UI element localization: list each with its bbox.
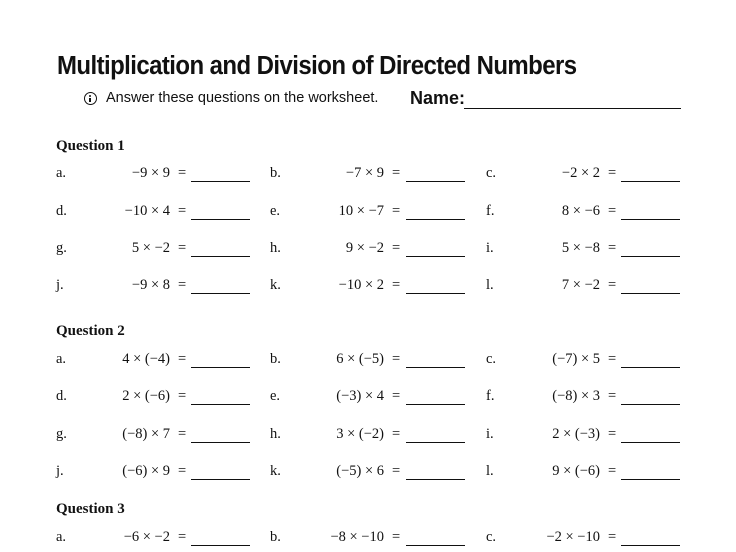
question-letter: i. <box>486 240 494 256</box>
equals-sign: = <box>178 277 187 293</box>
question-expression: 9 × (−6) <box>552 463 600 479</box>
question-heading: Question 2 <box>56 323 125 339</box>
equals-sign: = <box>392 426 401 442</box>
question-letter: c. <box>486 351 497 367</box>
question-expression: −10 × 4 <box>124 203 170 219</box>
equals-sign: = <box>178 463 187 479</box>
answer-line[interactable] <box>406 219 465 220</box>
question-letter: c. <box>486 529 497 545</box>
equals-sign: = <box>608 388 617 404</box>
question-expression: 2 × (−6) <box>122 388 170 404</box>
answer-line[interactable] <box>191 404 250 405</box>
equals-sign: = <box>178 388 187 404</box>
question-letter: e. <box>270 203 281 219</box>
question-letter: g. <box>56 240 67 256</box>
question-expression: 6 × (−5) <box>336 351 384 367</box>
answer-line[interactable] <box>406 404 465 405</box>
question-letter: e. <box>270 388 281 404</box>
equals-sign: = <box>178 203 187 219</box>
question-expression: 7 × −2 <box>561 277 600 293</box>
question-letter: b. <box>270 165 281 181</box>
equals-sign: = <box>178 165 187 181</box>
name-label: Name: <box>410 88 466 108</box>
question-expression: −10 × 2 <box>338 277 384 293</box>
equals-sign: = <box>178 529 187 545</box>
instructions-text: Answer these questions on the worksheet. <box>106 90 379 106</box>
answer-line[interactable] <box>406 367 465 368</box>
equals-sign: = <box>392 203 401 219</box>
answer-line[interactable] <box>406 479 465 480</box>
answer-line[interactable] <box>621 367 680 368</box>
answer-line[interactable] <box>621 404 680 405</box>
question-expression: 10 × −7 <box>338 203 384 219</box>
equals-sign: = <box>608 426 617 442</box>
equals-sign: = <box>392 240 401 256</box>
question-expression: 5 × −2 <box>131 240 170 256</box>
worksheet-title: Multiplication and Division of Directed Numbers <box>57 52 577 80</box>
question-expression: (−3) × 4 <box>336 388 384 404</box>
answer-line[interactable] <box>191 479 250 480</box>
equals-sign: = <box>392 277 401 293</box>
question-expression: −8 × −10 <box>330 529 384 545</box>
question-expression: 3 × (−2) <box>336 426 384 442</box>
answer-line[interactable] <box>621 442 680 443</box>
answer-line[interactable] <box>621 219 680 220</box>
question-expression: 9 × −2 <box>345 240 384 256</box>
question-letter: g. <box>56 426 67 442</box>
question-expression: −6 × −2 <box>123 529 170 545</box>
question-letter: k. <box>270 463 281 479</box>
question-heading: Question 3 <box>56 501 125 517</box>
question-letter: f. <box>486 203 495 219</box>
question-letter: b. <box>270 351 281 367</box>
question-letter: c. <box>486 165 497 181</box>
question-letter: l. <box>486 463 494 479</box>
equals-sign: = <box>178 426 187 442</box>
question-letter: a. <box>56 351 67 367</box>
question-expression: 8 × −6 <box>561 203 600 219</box>
equals-sign: = <box>392 351 401 367</box>
equals-sign: = <box>608 277 617 293</box>
answer-line[interactable] <box>191 545 250 546</box>
question-letter: f. <box>486 388 495 404</box>
question-heading: Question 1 <box>56 138 125 154</box>
question-expression: (−6) × 9 <box>122 463 170 479</box>
answer-line[interactable] <box>191 181 250 182</box>
question-letter: h. <box>270 426 281 442</box>
answer-line[interactable] <box>191 442 250 443</box>
answer-line[interactable] <box>191 219 250 220</box>
answer-line[interactable] <box>406 181 465 182</box>
equals-sign: = <box>178 351 187 367</box>
equals-sign: = <box>392 463 401 479</box>
equals-sign: = <box>608 203 617 219</box>
question-expression: (−5) × 6 <box>336 463 384 479</box>
answer-line[interactable] <box>621 479 680 480</box>
answer-line[interactable] <box>621 293 680 294</box>
question-expression: −9 × 9 <box>131 165 170 181</box>
question-letter: i. <box>486 426 494 442</box>
answer-line[interactable] <box>406 293 465 294</box>
equals-sign: = <box>608 529 617 545</box>
question-letter: l. <box>486 277 494 293</box>
question-expression: −9 × 8 <box>131 277 170 293</box>
question-expression: 4 × (−4) <box>122 351 170 367</box>
answer-line[interactable] <box>191 293 250 294</box>
answer-line[interactable] <box>621 181 680 182</box>
question-letter: a. <box>56 529 67 545</box>
answer-line[interactable] <box>191 367 250 368</box>
equals-sign: = <box>178 240 187 256</box>
answer-line[interactable] <box>406 545 465 546</box>
equals-sign: = <box>608 463 617 479</box>
answer-line[interactable] <box>621 256 680 257</box>
question-expression: −2 × −10 <box>546 529 600 545</box>
question-letter: d. <box>56 203 67 219</box>
question-letter: a. <box>56 165 67 181</box>
question-letter: d. <box>56 388 67 404</box>
question-expression: (−8) × 7 <box>122 426 170 442</box>
name-answer-line[interactable] <box>464 108 681 109</box>
question-expression: 5 × −8 <box>561 240 600 256</box>
question-expression: (−8) × 3 <box>552 388 600 404</box>
info-circle-icon <box>84 92 97 105</box>
equals-sign: = <box>392 529 401 545</box>
answer-line[interactable] <box>191 256 250 257</box>
question-letter: h. <box>270 240 281 256</box>
answer-line[interactable] <box>621 545 680 546</box>
equals-sign: = <box>392 388 401 404</box>
question-expression: (−7) × 5 <box>552 351 600 367</box>
equals-sign: = <box>608 165 617 181</box>
answer-line[interactable] <box>406 256 465 257</box>
equals-sign: = <box>608 240 617 256</box>
question-letter: j. <box>56 463 64 479</box>
equals-sign: = <box>392 165 401 181</box>
question-letter: j. <box>56 277 64 293</box>
question-expression: −2 × 2 <box>561 165 600 181</box>
question-expression: 2 × (−3) <box>552 426 600 442</box>
question-letter: k. <box>270 277 281 293</box>
question-expression: −7 × 9 <box>345 165 384 181</box>
question-letter: b. <box>270 529 281 545</box>
answer-line[interactable] <box>406 442 465 443</box>
equals-sign: = <box>608 351 617 367</box>
